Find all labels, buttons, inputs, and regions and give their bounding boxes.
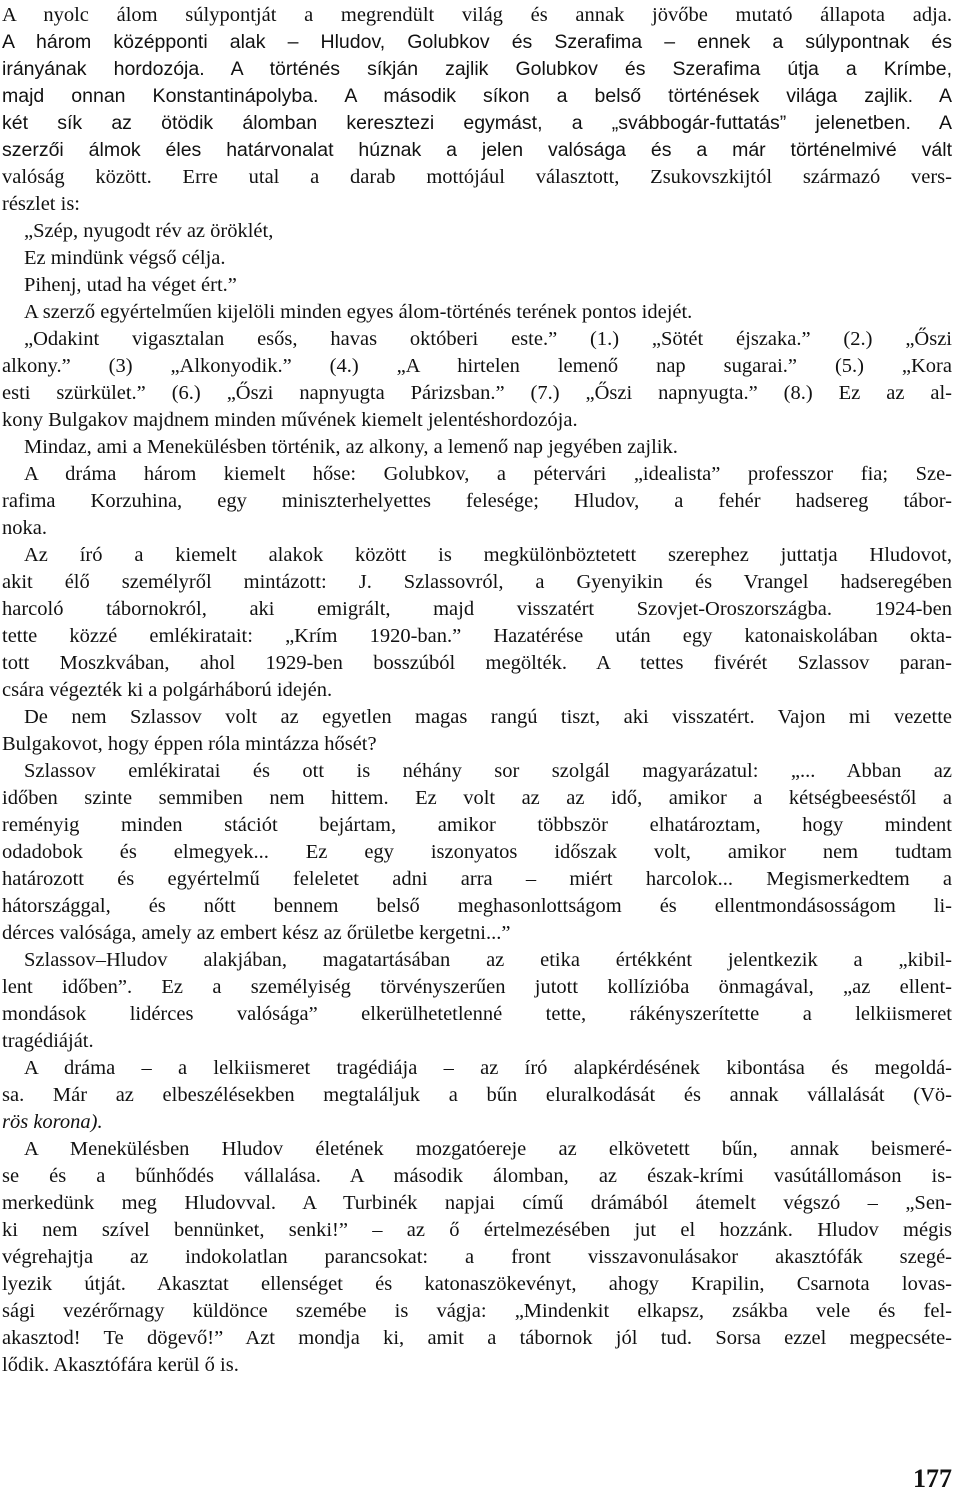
text-line: Szlassov–Hludov alakjában, magatartásában az etika értékként jelentkezik a „kibil- [24, 949, 952, 971]
text-line: odadobok és elmegyek... Ez egy iszonyatos időszak volt, amikor nem tudtam [2, 841, 952, 863]
text-line: lődik. Akasztófára kerül ő is. [2, 1354, 239, 1376]
text-line: tette közzé emlékiratait: „Krím 1920-ban.” Hazatérése után egy katonaiskolában okta- [2, 625, 952, 647]
text-line: rös korona). [2, 1111, 103, 1133]
text-line: „Odakint vigasztalan esős, havas októberi este.” (1.) „Sötét éjszaka.” (2.) „Őszi [24, 328, 952, 350]
text-line: Bulgakovot, hogy éppen róla mintázza hősét? [2, 733, 377, 755]
text-line: esti szürkület.” (6.) „Őszi napnyugta Párizsban.” (7.) „Őszi napnyugta.” (8.) Ez az al- [2, 382, 952, 404]
text-line: időben szinte semmiben nem hittem. Ez volt az az idő, amikor a kétségbeeséstől a [2, 787, 952, 809]
text-line: lent időben”. Ez a személyiség törvényszerűen jutott kollízióba önmagával, „az ellent- [2, 976, 952, 998]
text-line: tragédiáját. [2, 1030, 94, 1052]
text-line: mondások lidérces valósága” elkerülhetetlenné tette, rákényszerítette a lelkiismeret [2, 1003, 952, 1025]
text-line: Szlassov emlékiratai és ott is néhány sor szolgál magyarázatul: „... Abban az [24, 760, 952, 782]
poem-line: „Szép, nyugodt rév az öröklét, [24, 220, 274, 242]
text-line: A nyolc álom súlypontját a megrendült világ és annak jövőbe mutató állapota adja. [2, 4, 952, 26]
text-line: majd onnan Konstantinápolyba. A második síkon a belső történések világa zajlik. A [2, 85, 952, 107]
text-line: noka. [2, 517, 47, 539]
text-line: akasztod! Te dögevő!” Azt mondja ki, amit a tábornok jól tud. Sorsa ezzel megpecséte- [2, 1327, 952, 1349]
text-line: se és a bűnhődés vállalása. A második álomban, az észak-krími vasútállomáson is- [2, 1165, 952, 1187]
text-line: A három középponti alak – Hludov, Golubkov és Szerafima – ennek a súlypontnak és [2, 31, 952, 53]
text-line: De nem Szlassov volt az egyetlen magas rangú tiszt, aki visszatért. Vajon mi vezette [24, 706, 952, 728]
text-line: határozott és egyértelmű feleletet adni arra – miért harcolok... Megismerkedtem a [2, 868, 952, 890]
text-line: reményig minden stációt bejártam, amikor többször elhatároztam, hogy mindent [2, 814, 952, 836]
text-line: irányának hordozója. A történés síkján zajlik Golubkov és Szerafima útja a Krímbe, [2, 58, 952, 80]
text-line: kony Bulgakov majdnem minden művének kiemelt jelentéshordozója. [2, 409, 578, 431]
text-line: sági vezérőrnagy küldönce szemébe is vágja: „Mindenkit elkapsz, zsákba vele és fel- [2, 1300, 952, 1322]
poem-line: Pihenj, utad ha véget ért.” [24, 274, 237, 296]
text-line: A szerző egyértelműen kijelöli minden egyes álom-történés terének pontos idejét. [24, 301, 693, 323]
text-line: rafima Korzuhina, egy miniszterhelyettes felesége; Hludov, a fehér hadsereg tábor- [2, 490, 952, 512]
text-line: csára végezték ki a polgárháború idején. [2, 679, 333, 701]
text-line: dérces valósága, amely az embert kész az őrületbe kergetni...” [2, 922, 511, 944]
text-line: tott Moszkvában, ahol 1929-ben bosszúból megölték. A tettes fivérét Szlassov paran- [2, 652, 952, 674]
text-line: valóság között. Erre utal a darab mottójául választott, Zsukovszkijtól származó vers- [2, 166, 952, 188]
text-line: Az író a kiemelt alakok között is megkülönböztetett szerephez juttatja Hludovot, [24, 544, 952, 566]
text-line: Mindaz, ami a Menekülésben történik, az alkony, a lemenő nap jegyében zajlik. [24, 436, 678, 458]
text-line: sa. Már az elbeszélésekben megtaláljuk a bűn eluralkodását és annak vállalását (Vö- [2, 1084, 952, 1106]
text-line: részlet is: [2, 193, 80, 215]
text-line: lyezik útját. Akasztat ellenséget és katonaszökevényt, ahogy Krapilin, Csarnota lovas- [2, 1273, 952, 1295]
text-line: A dráma három kiemelt hőse: Golubkov, a pétervári „idealista” professzor fia; Sze- [24, 463, 952, 485]
text-line: két sík az ötödik álomban keresztezi egymást, a „svábbogár-futtatás” jelenetben. A [2, 112, 952, 134]
text-line: ki nem szível bennünket, senki!” – az ő értelmezésében jut el hozzánk. Hludov mégis [2, 1219, 952, 1241]
text-line: harcoló tábornokról, aki emigrált, majd visszatért Szovjet-Oroszországba. 1924-ben [2, 598, 952, 620]
page-number: 177 [913, 1464, 952, 1493]
text-line: A Menekülésben Hludov életének mozgatóereje az elkövetett bűn, annak beismeré- [24, 1138, 952, 1160]
poem-line: Ez mindünk végső célja. [24, 247, 226, 269]
text-line: hátországgal, és nőtt bennem belső meghasonlottságom és ellentmondásosságom li- [2, 895, 952, 917]
text-line: merkedünk meg Hludovval. A Turbinék napjai című drámából átemelt végszó – „Sen- [2, 1192, 952, 1214]
text-line: akit élő személyről mintázott: J. Szlassovról, a Gyenyikin és Vrangel hadseregében [2, 571, 952, 593]
text-line: szerzői álmok éles határvonalat húznak a jelen valósága és a már történelmivé vált [2, 139, 952, 161]
text-line: alkony.” (3) „Alkonyodik.” (4.) „A hirtelen lemenő nap sugarai.” (5.) „Kora [2, 355, 952, 377]
text-line: végrehajtja az indokolatlan parancsokat: a front visszavonulásakor akasztófák szegé- [2, 1246, 952, 1268]
text-line: A dráma – a lelkiismeret tragédiája – az író alapkérdésének kibontása és megoldá- [24, 1057, 952, 1079]
